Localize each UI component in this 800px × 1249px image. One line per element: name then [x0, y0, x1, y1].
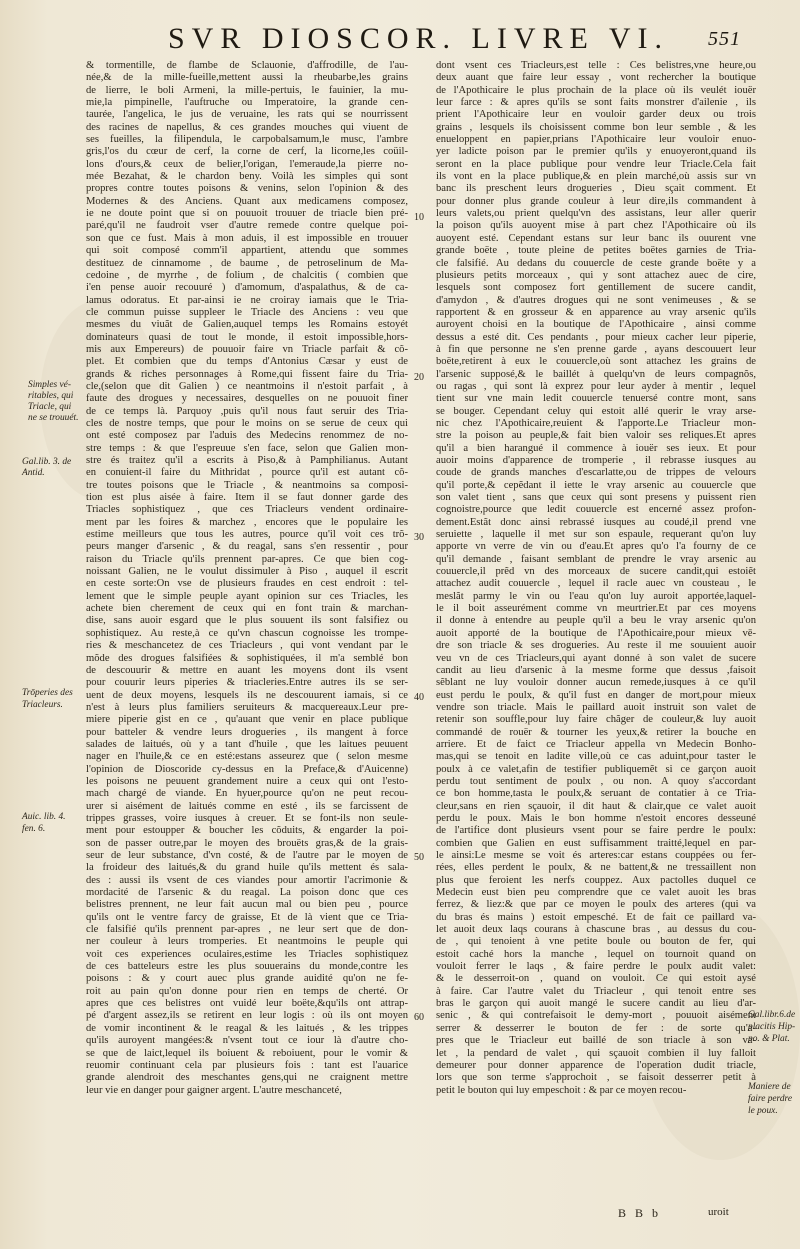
text-line: se bouger. Cependant celuy qui estoit allé querir le vray arse- — [436, 405, 756, 417]
text-line: du bras és mains ) estoit empesché. Et de fait ce paillard va- — [436, 911, 756, 923]
margin-note: Antid. — [22, 468, 45, 478]
text-line: cles de nostre temps, que pour le moins on se serue de ceux qui — [86, 417, 408, 429]
text-line: Medecin eust bien peu comprendre que ce valet auoit les bras — [436, 887, 756, 899]
folio-number: 551 — [708, 28, 741, 50]
text-line: lement que le simple peuple ayant opinion sur ces Triacles, les — [86, 590, 408, 602]
text-line: poisons : & y court auec plus grande auidité qu'on ne fe- — [86, 973, 408, 985]
text-line: gris,l'os du cœur de cerf, la corne de cerf, la licorne,les coüil- — [86, 146, 408, 158]
text-line: auoyent esté. Cependant estans sur leur banc ils ouurent vne — [436, 232, 756, 244]
text-line: mordacité de l'arsenic & du reagal. La poison donc que ces — [86, 887, 408, 899]
text-line: senic , & qui contrefaisoit le demy-mort , pouuoit aisément — [436, 1010, 756, 1022]
text-line: l'opinion de Dioscoride cy-dessus en la Preface,& d'Auicenne) — [86, 763, 408, 775]
text-line: stre és traitez qu'il a escrits à Piso,& à Pamphilianus. Autant — [86, 455, 408, 466]
text-line: qu'il demande , faisant semblant de prendre le vray arsenic au — [436, 553, 756, 565]
text-line: bras le garçon qui auoit mangé le sucere candit au lieu d'ar- — [436, 998, 756, 1010]
text-line: nager en l'huile,& ce en esté:estans asseurez que ( selon mesme — [86, 751, 408, 763]
text-line: perdu tout sentiment de poulx , ou non. A quoy s'accordant — [436, 775, 756, 787]
text-line: qui soit composé comm'il appartient, attendu que sommes — [86, 245, 408, 257]
text-line: de ce temps là. Parquoy ,puis qu'il nous faut seruir des Tria- — [86, 405, 408, 417]
right-text-column — [436, 60, 756, 1097]
margin-note: Maniere de — [748, 1082, 791, 1092]
text-line: paré,qu'il ne faudroit vser d'autre remede contre quelque poi- — [86, 220, 408, 232]
text-line: lons d'ours,& ceux de belier,l'origan, l'emeraude,la pierre no- — [86, 158, 408, 170]
text-line: d'amydon , & d'autres drogues qui ne sont venimeuses , & se — [436, 294, 756, 306]
text-line: attachez audit couuercle , lequel il racle auec vn cousteau , le — [436, 578, 756, 590]
text-line: vouloit ferrer le laqs , & faire perdre le poulx audit valet: — [436, 961, 756, 973]
text-line: retenir son souffle,pour luy faire chãger de couleur,& luy auoit — [436, 714, 756, 726]
text-line: petit le bouton qui luy empeschoit : & par ce moyen recou- — [436, 1084, 687, 1096]
text-line: dessus a esté dit. Ces pendants , pour mieux cacher leur piperie, — [436, 331, 756, 343]
text-line: noissant Galien, ne le voulut dissimuler à Piso , auquel il escrit — [86, 566, 408, 578]
text-line: dement.Estãt donc ainsi rebrassé iusques au coudé,il prend vne — [436, 516, 756, 528]
text-line: pour batteler & vendre leurs drogueries , ils mangent à force — [86, 726, 408, 738]
running-head — [90, 22, 741, 62]
text-line: apres que ces belistres ont vuidé leur boëte,&qu'ils ont attrap- — [86, 998, 408, 1010]
text-line: stre temps : & que l'espreuue s'en face, selon que Galien mon- — [86, 442, 408, 454]
margin-note: Trōperies des — [22, 688, 73, 698]
margin-note: Gal.lib. 3. de — [22, 457, 72, 467]
text-line: arriere. Et de faict ce Triacleur appella vn Medecin Bonho- — [436, 738, 756, 750]
text-line: voit ces experiences oculaires,estime les Triacles sophistiquez — [86, 948, 408, 960]
text-line: couuercle,il prẽd vn des morceaux de sucere candit,qui estoiẽt — [436, 566, 756, 578]
line-number: 60 — [414, 1012, 424, 1023]
text-line: mõde des drogues falsifiées & sophistiquées, il m'a semblé bon — [86, 652, 408, 664]
text-line: ner couleur à leurs tromperies. Et neantmoins le peuple qui — [86, 936, 408, 948]
text-line: mach chargé de viande. En hyuer,pource qu'on ne peut recou- — [86, 788, 408, 800]
text-line: leur farce : & apres qu'ils se sont faits monstrer d'ailenie , ils — [436, 97, 756, 109]
text-line: tion est plus aisée à faire. Item il se faut donner garde des — [86, 492, 408, 504]
text-line: auoir moins d'apparence de tromperie , il rebrasse iusques au — [436, 455, 756, 466]
text-line: le il boit asseurément comme vn meurtrier.Et par ces moyens — [436, 603, 756, 615]
margin-note: Gal.libr.6.de — [748, 1010, 796, 1020]
text-line: ils vont en la place publique,& en plein marché,où assis sur vn — [436, 171, 756, 183]
text-line: ferrez, & liez:& que par ce moyen le poulx des arteres (qui va — [436, 899, 756, 911]
text-line: vendre son triacle. Mais le paillard auoit instruit son valet de — [436, 701, 756, 713]
catchword: uroit — [708, 1206, 729, 1218]
text-line: de vomir incontinent & le reagal & les laitués , & les trippes — [86, 1022, 408, 1034]
text-line: tre toutes poisons que le Triacle , & neantmoins sa composi- — [86, 479, 408, 491]
text-line: ont esté composez par l'aduis des Medecins renommez de no- — [86, 430, 408, 442]
text-line: banc ils preschent leurs drogueries , Dieu sçait comment. Et — [436, 183, 756, 195]
text-line: des : aussi ils vsent de ces viandes pour amortir l'acrimonie & — [86, 874, 408, 886]
text-line: rapportent & en grosseur & en apparence au vray arsenic qu'ils — [436, 306, 756, 318]
text-line: raison du Triacle qu'ils prennent par-apres. Ce que bien cog- — [86, 553, 408, 565]
text-line: Modernes & des Anciens. Quant aux medicamens composez, — [86, 195, 408, 207]
text-line: il donne à entendre au peuple qu'il a beu le vray arsenic qu'on — [436, 615, 756, 627]
text-line: qu'il a bien harangué il commence à iouër ses ieux. Et pour — [436, 442, 756, 454]
margin-note: fen. 6. — [22, 824, 46, 834]
text-line: belistres prennent, ne leur fait aucun mal ou bien peu , pource — [86, 899, 408, 911]
text-line: seur de leur substance, d'vn costé, & de l'autre par le moyen de — [86, 850, 408, 861]
text-line: salades de laitués, où y a tant d'huile , que les laitues peuuent — [86, 738, 408, 750]
text-line: roit au pain qu'on donne pour rien en temps de cherté. Or — [86, 985, 408, 997]
text-line: lesquels sont composez fort gentillement de sucere candit, — [436, 282, 756, 294]
text-line: son que ce fust. Mais à mon aduis, il est impossible en trouuer — [86, 232, 408, 244]
left-text-column — [86, 60, 408, 1097]
text-line: lamus odoratus. Et par-ainsi ie ne croiray iamais que le Tria- — [86, 294, 408, 306]
margin-note: ne se trouuét. — [28, 413, 79, 423]
text-line: taurée, l'angelica, le jus de veruaine, les rats qui se nourrissent — [86, 109, 408, 121]
text-line: commandé de rouër & tourner les yeux,& retirer la bouche en — [436, 726, 756, 738]
text-line: destituez de cinnamome , de baume , de petroselinum de Ma- — [86, 257, 408, 269]
text-line: ie ne doute point que si on pouuoit trouuer de triacle bien pré- — [86, 208, 408, 220]
text-line: sophistiquez. Au reste,à ce qu'vn chascun cognoisse les trompe- — [86, 627, 408, 639]
text-line: nic chez l'Apothicaire,reuient & l'apporte.Le Triacleur mon- — [436, 417, 756, 429]
text-line: seruiette , laquelle il met sur son espaule, requerant qu'on luy — [436, 529, 756, 541]
text-line: urer si aisément de laitués comme en esté , ils se farcissent de — [86, 800, 408, 812]
text-line: lors que son terme s'approchoit , se faisoit desserrer petit à — [436, 1072, 756, 1084]
text-line: l'arsenic supposé,& le baillét à quelqu'vn de leurs compagnõs, — [436, 368, 756, 380]
margin-note: le poux. — [748, 1106, 778, 1116]
text-line: leurs valets,ou prient quelqu'vn des assistans, leur aller querir — [436, 208, 756, 220]
text-line: cle,(selon que dit Galien ) ce neantmoins il n'estoit parfait , à — [86, 380, 408, 392]
text-line: uent de deux moyens, lesquels ils ne descouurent iamais, si ce — [86, 689, 408, 701]
text-line: pour donner plus grande couleur à leur dire,ils commandent à — [436, 195, 756, 207]
text-line: les poisons ne peuuent grandement nuire a ceux qui ont l'esto- — [86, 775, 408, 787]
text-line: Triacles sophistiquez , que ces Triacleurs vendent ordinaire- — [86, 504, 408, 516]
text-line: de , qui tenoient à vne petite boule ou bouton de fer, qui — [436, 936, 756, 948]
text-line: propres contre toutes poisons & venins, selon l'opinion & des — [86, 183, 408, 195]
text-line: faute des drogues y necessaires, desquelles on ne pouuoit finer — [86, 393, 408, 405]
text-line: mas,qui se tenoit en ladite ville,où ce cas aduint,pour taster le — [436, 751, 756, 763]
text-line: de l'Apothicaire le plus prochain de la place où ils veulét iouër — [436, 84, 756, 96]
margin-note: placitis Hip- — [748, 1022, 796, 1032]
text-line: yer ladicte poison par le premier qu'ils y enuoyeront,quand ils — [436, 146, 756, 158]
text-line: grande alendroit des meschantes gens,qui ne craignent mettre — [86, 1072, 408, 1084]
text-line: candit au lieu d'arsenic à la mesme forme que dessus ,faisoit — [436, 664, 756, 676]
text-line: de descouurir & mettre en auant les moyens dont ils vsent — [86, 664, 408, 676]
margin-note: faire perdre — [748, 1094, 792, 1104]
text-line: peurs manger d'arsenic , & du reagal, sans s'en ressentir , pour — [86, 541, 408, 553]
text-line: apporte vn verre de vin ou d'eau.Et apres qu'o l'a fourny de ce — [436, 541, 756, 553]
line-number: 40 — [414, 692, 424, 703]
text-line: deux auant que faire leur essay , vont rechercher la boutique — [436, 72, 756, 84]
text-line: & le desserroit-on , quand on vouloit. Ce qui estoit aysé — [436, 973, 756, 985]
text-line: ment pour estoupper & boucher les cõduits, & engarder la poi- — [86, 825, 408, 837]
text-line: pres que le Triacleur eut baillé de son triacle à son va- — [436, 1035, 756, 1047]
text-line: à faire. Car l'autre valet du Triacleur , qui tenoit entre ses — [436, 985, 756, 997]
text-line: reuomir continuant cela par plusieurs fois : tant est l'auarice — [86, 1059, 408, 1071]
text-line: trippes grasses, voire iusques à creuer. Et se font-ils non seule- — [86, 812, 408, 824]
text-line: combien que Galien en eust suffisamment traitté,lequel en par- — [436, 837, 756, 849]
text-line: ou ragas , qui sont là exprez pour leur ayder à mentir , lequel — [436, 380, 756, 392]
text-line: mesmes du viuãt de Galien,auquel temps les Romains estoyét — [86, 319, 408, 331]
text-line: seront en la place publique pour vendre leur Triacle.Cela fait — [436, 158, 756, 170]
text-line: tient sur vne main ledit couuercle tenuersé contre mont, sans — [436, 393, 756, 405]
text-line: mie,la pimpinelle, l'auftruche ou Imperatoire, la grande cen- — [86, 97, 408, 109]
text-line: de lierre, le boli Armeni, la mille-pertuis, le fauinier, la mu- — [86, 84, 408, 96]
text-line: sẽblant ne luy vouloir donner aucun remede,iusques à ce qu'il — [436, 677, 756, 689]
text-line: auroyent choisi en la boutique de l'Apothicaire , ainsi comme — [436, 319, 756, 331]
margin-note: Auic. lib. 4. — [22, 812, 66, 822]
text-line: enueloppent en papier,prians l'Apothicaire leur vouloir enuo- — [436, 134, 756, 146]
text-line: pé d'argent assez,ils se retirent en leur logis : où ils ont moyen — [86, 1010, 408, 1022]
text-line: plusieurs petits morceaux , qui y sont attachez auec de cire, — [436, 269, 756, 281]
text-line: de l'artifice dont plusieurs vsent pour se faire perdre le poulx: — [436, 825, 756, 837]
text-line: mis aux Empereurs) de pouuoir faire vn Triacle parfait & cõ- — [86, 343, 408, 355]
text-line: serrer & desserrer le bouton de fer : de sorte qu'a- — [436, 1022, 756, 1034]
text-line: ses fueilles, la filipendula, le carpobalsamum,le musc, l'ambre — [86, 134, 408, 146]
text-line: poulx à ce valet,afin de testifier publiquemẽt si ce garçon auoit — [436, 763, 756, 775]
running-title: SVR DIOSCOR. LIVRE VI. — [168, 22, 669, 55]
text-line: grands & riches personnages à Rome,qui fissent faire du Tria- — [86, 368, 408, 380]
text-line: miere piperie gist en ce , qu'auant que venir en place publique — [86, 714, 408, 726]
text-line: dont vsent ces Triacleurs,est telle : Ces belistres,vne heure,ou — [436, 60, 756, 71]
text-line: perdu le poux. Mais le bon homme n'estoit encores desseuné — [436, 812, 756, 824]
text-line: veu vn de ces Triacleurs,qui ayant donné à son valet de sucere — [436, 652, 756, 664]
text-line: ment par les foires & marchez , encores que le populaire les — [86, 516, 408, 528]
text-line: qu'il porte,& cepẽdant il iette le vray arsenic au couuercle que — [436, 479, 756, 491]
text-line: en conuient-il faire du Mithridat , pource qu'il est autant cõ- — [86, 467, 408, 479]
text-line: cognoistre,pource que ledit couuercle est encerné assez profon- — [436, 504, 756, 516]
text-line: n'est à leurs plus familiers seruiteurs & macquereaux.Leur pre- — [86, 701, 408, 713]
text-line: dre son triacle & ses drogueries. Au reste il me souuient auoir — [436, 640, 756, 652]
text-line: de ces batteleurs estre les plus souuerains du monde,contre les — [86, 961, 408, 973]
text-line: la poison qu'ils auoyent mise à part chez l'Apothicaire où ils — [436, 220, 756, 232]
text-line: cle falsifié qu'ils prennent par-apres , ne leur sert que de don- — [86, 924, 408, 936]
text-line: en ceste sorte:On vse de plusieurs fraudes en cest endroit : tel- — [86, 578, 408, 590]
text-line: i'en pense auoir recouuré ) d'amomum, d'aspalathus, & de ca- — [86, 282, 408, 294]
text-line: à fin que personne ne s'en prenne garde , ayans descouuert leur — [436, 343, 756, 355]
text-line: dise, sans auoir esgard que le plus souuent ils sont falsifiez ou — [86, 615, 408, 627]
text-line: ries & meschancetez de ces Triacleurs , qui vont vendant par le — [86, 640, 408, 652]
text-line: stre la poison au peuple,& fait bien valoir ses reliques.Et apres — [436, 430, 756, 442]
text-line: se que de laict,lequel ils boiuent & reboiuent, pour le vomir & — [86, 1047, 408, 1059]
text-line: cle falsifié. Au dedans du couuercle de ceste grande boëte y a — [436, 257, 756, 269]
text-line: meslãt parmy le vin ou l'eau qu'on luy auroit apportée,laquel- — [436, 590, 756, 602]
text-line: qu'ils auroyent mangées:& n'vsent tout ce iour là d'autre cho- — [86, 1035, 408, 1047]
text-line: let auoit deux laqs courans à chascune bras , au dessus du cou- — [436, 924, 756, 936]
text-line: grains , lesquels ils choisissent comme bon leur semble , & les — [436, 121, 756, 133]
text-line: grande boëte , toute pleine de petites boëtes garnies de Tria- — [436, 245, 756, 257]
text-line: leur vie en danger pour gaigner argent. L'autre meschanceté, — [86, 1084, 342, 1096]
text-line: plus que feroient les nerfs couppez. Aux pactolles duquel ce — [436, 874, 756, 886]
text-line: coude de grands manches d'escarlatte,ou de trippes de velours — [436, 467, 756, 479]
text-line: qu'ils ont le ventre farcy de graisse, Et de là vient que ce Tria- — [86, 911, 408, 923]
text-line: cle commun puisse suppleer le Triacle des Anciens : veu que — [86, 306, 408, 318]
text-line: prient l'Apothicaire leur en vouloir garder deux ou trois — [436, 109, 756, 121]
margin-note: Triacleurs. — [22, 700, 63, 710]
line-number: 30 — [414, 532, 424, 543]
line-number: 20 — [414, 372, 424, 383]
text-line: let , la pendard de valet , qui sçauoit combien il luy falloit — [436, 1047, 756, 1059]
margin-note: Simples vé- — [28, 380, 71, 390]
text-line: née,& de la mille-fueille,mettent aussi la rheubarbe,les grains — [86, 72, 408, 84]
text-line: son de passer outre,par le moyen des brouëts gras,& de la grais- — [86, 837, 408, 849]
text-line: des racines de napellus, & ces grandes mouches qui viuent de — [86, 121, 408, 133]
text-line: mée Bezahat, & le chardon beny. Voilà les simples qui sont — [86, 171, 408, 183]
text-line: le ainsi:Le mesme se voit és arteres:car estans couppées ou fer- — [436, 850, 756, 861]
text-line: son valet tient , sans que ceux qui sont presens y puissent rien — [436, 492, 756, 504]
text-line: cedoine , de myrrhe , de folium , de chalcitis ( combien que — [86, 269, 408, 281]
text-line: la froideur des laitués,& du grand huile qu'ils mettent és sala- — [86, 862, 408, 874]
text-line: pour couurir leurs piperies & triacleries.Entre autres ils se ser- — [86, 677, 408, 689]
gathering-signature: B B b — [618, 1206, 662, 1220]
text-line: ce bon homme,tasta le poulx,& seruant de contatier à ce Tria- — [436, 788, 756, 800]
text-line: cleur,sans en rien sçauoir, il dit haut & clair,que ce valet auoit — [436, 800, 756, 812]
line-number: 50 — [414, 852, 424, 863]
margin-note: ritables, qui — [28, 391, 74, 401]
text-line: rées, elles perdent le poulx, & ne battent,& ne tressaillent non — [436, 862, 756, 874]
text-line: auoit apporté de la boutique de l'Apothicaire,pour mieux vē- — [436, 627, 756, 639]
margin-note: Triacle, qui — [28, 402, 72, 412]
text-line: estime meilleurs que tous les autres, pource qu'il voit ces trõ- — [86, 529, 408, 541]
text-line: eust perdu le poulx, & qu'il fust en danger de mort,pour mieux — [436, 689, 756, 701]
margin-note: po. & Plat. — [748, 1034, 790, 1044]
text-line: estoit caché hors la manche , lequel on tournoit quand on — [436, 948, 756, 960]
text-line: & tormentille, de flambe de Sclauonie, d'affrodille, de l'au- — [86, 60, 408, 71]
text-line: dominateurs quasi de tout le monde, il estoit impossible,hors- — [86, 331, 408, 343]
text-line: boëte,retirent à eux le couuercle,où sont attachez les grains de — [436, 356, 756, 368]
text-line: plet. Et combien que du temps d'Antonius Cæsar y eust de — [86, 356, 408, 368]
text-line: demeurer pour donner apparence de l'operation dudit triacle, — [436, 1059, 756, 1071]
text-line: achete bien cherement de ceux qui en font train & marchan- — [86, 603, 408, 615]
line-number: 10 — [414, 212, 424, 223]
